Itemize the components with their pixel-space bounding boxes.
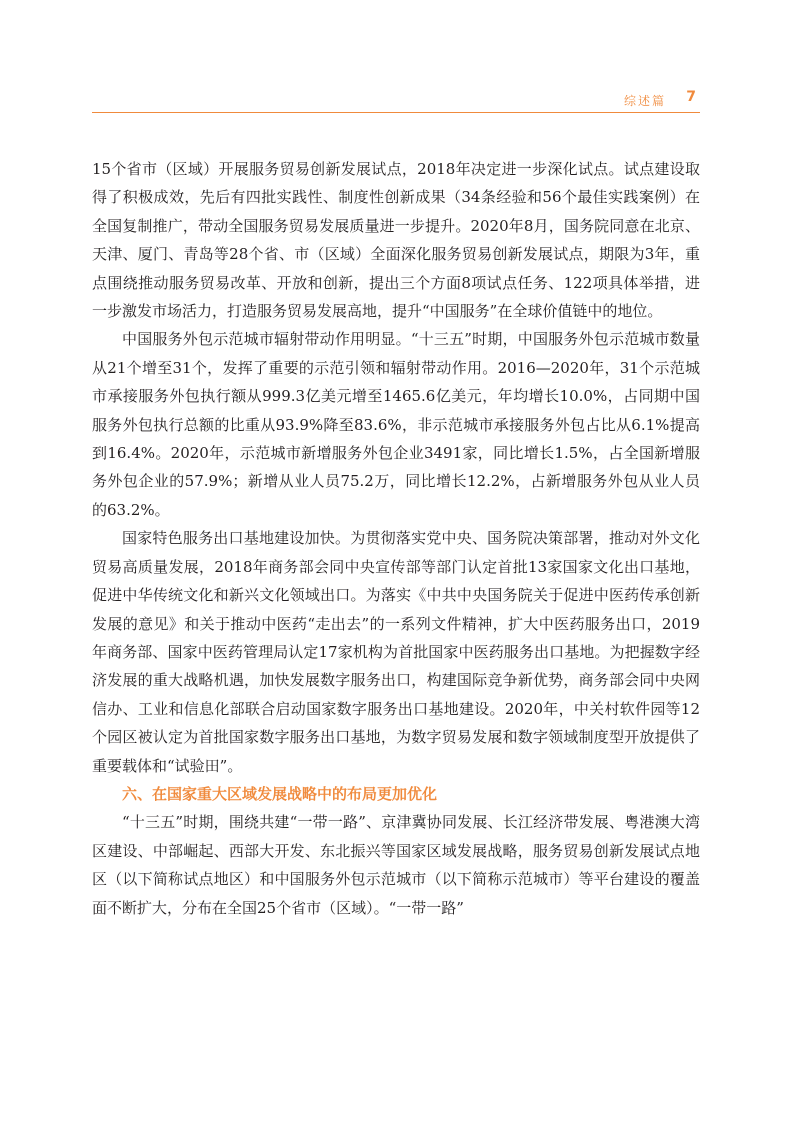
paragraph-regional-strategy: “十三五”时期，围绕共建“一带一路”、京津冀协同发展、长江经济带发展、粤港澳大湾区建设、中部崛起、西部大开发、东北振兴等国家区域发展战略，服务贸易创新发展试点地区（以下简称试点地区）和中国服务外包示范城市（以下简称示范城市）等平台建设的覆盖面不断扩大，分布在全国25个省市（区域）。“一带一路”	[92, 813, 700, 917]
section-title: 综述篇	[623, 94, 666, 108]
paragraph-outsourcing-cities: 中国服务外包示范城市辐射带动作用明显。“十三五”时期，中国服务外包示范城市数量从21个增至31个，发挥了重要的示范引领和辐射带动作用。2016—2020年，31个示范城市承接服务外包执行额从999.3亿美元增至1465.6亿美元，年均增长10.0%，占同期中国服务外包执行总额的比重从93.9%降至83.6%，非示范城市承接服务外包占比从6.1%提高到16.4%。2020年，示范城市新增服务外包企业3491家，同比增长1.5%，占全国新增服务外包企业的57.9%；新增从业人员75.2万，同比增长12.2%，占新增服务外包从业人员的63.2%。	[92, 330, 700, 519]
page-number: 7	[686, 89, 696, 105]
body-content	[92, 155, 700, 922]
section-heading: 六、在国家重大区域发展战略中的布局更加优化	[122, 784, 438, 803]
page-header	[92, 88, 700, 113]
paragraph-pilot-program: 15个省市（区域）开展服务贸易创新发展试点，2018年决定进一步深化试点。试点建设取得了积极成效，先后有四批实践性、制度性创新成果（34条经验和56个最佳实践案例）在全国复制推广，带动全国服务贸易发展质量进一步提升。2020年8月，国务院同意在北京、天津、厦门、青岛等28个省、市（区域）全面深化服务贸易创新发展试点，期限为3年，重点围绕推动服务贸易改革、开放和创新，提出三个方面8项试点任务、122项具体举措，进一步激发市场活力，打造服务贸易发展高地，提升“中国服务”在全球价值链中的地位。	[92, 160, 700, 321]
paragraph-export-bases: 国家特色服务出口基地建设加快。为贯彻落实党中央、国务院决策部署，推动对外文化贸易高质量发展，2018年商务部会同中央宣传部等部门认定首批13家国家文化出口基地，促进中华传统文化和新兴文化领域出口。为落实《中共中央国务院关于促进中医药传承创新发展的意见》和关于推动中医药“走出去”的一系列文件精神，扩大中医药服务出口，2019年商务部、国家中医药管理局认定17家机构为首批国家中医药服务出口基地。为把握数字经济发展的重大战略机遇，加快发展数字服务出口，构建国际竞争新优势，商务部会同中央网信办、工业和信息化部联合启动国家数字服务出口基地建设。2020年，中关村软件园等12个园区被认定为首批国家数字服务出口基地，为数字贸易发展和数字领域制度型开放提供了重要载体和“试验田”。	[92, 529, 700, 775]
